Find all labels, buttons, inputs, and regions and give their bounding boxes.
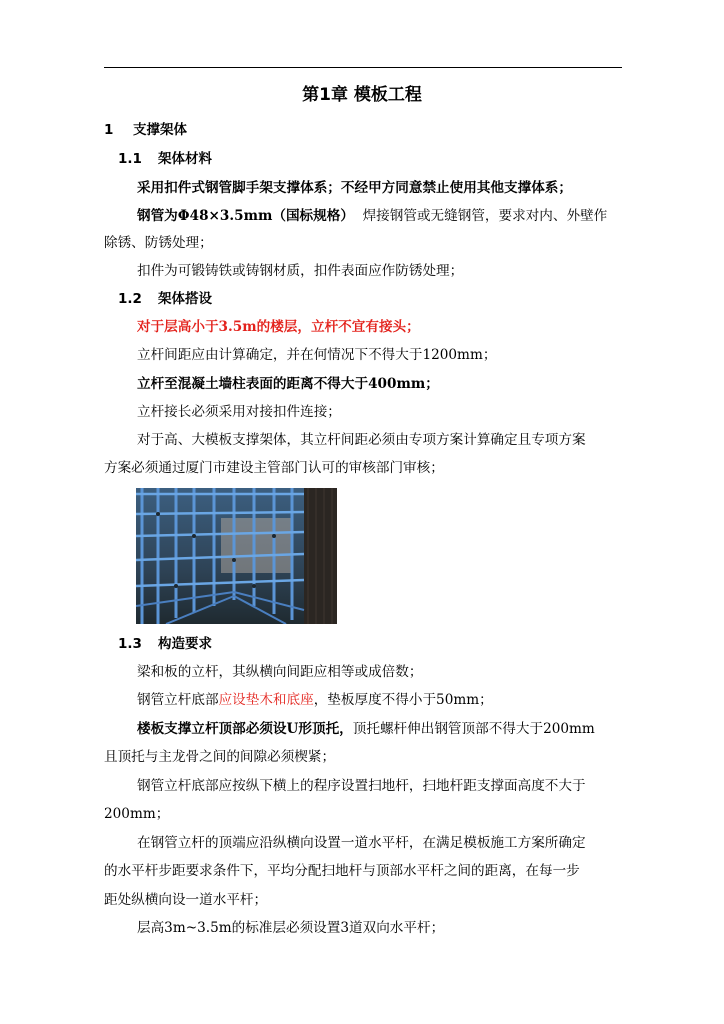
red-text: 应设垫木和底座 (218, 692, 314, 708)
subsection-1-1-heading (118, 149, 636, 169)
paragraph: 层高3m~3.5m的标准层必须设置3道双向水平杆； (137, 920, 445, 936)
subsection-title: 架体搭设 (158, 291, 212, 307)
paragraph: 对于高、大模板支撑架体，其立杆间距必须由专项方案计算确定且专项方案 (137, 432, 586, 448)
subsection-number: 1.3 (118, 636, 142, 652)
bold-text: 楼板支撑立杆顶部必须设U形顶托， (137, 721, 353, 737)
header-rule (104, 67, 622, 68)
text: ，垫板厚度不得小于50mm； (313, 692, 493, 708)
paragraph-continuation: 200mm； (104, 806, 170, 822)
paragraph-continuation: 的水平杆步距要求条件下，平均分配扫地杆与顶部水平杆之间的距离，在每一步 (104, 863, 580, 879)
paragraph: 立杆接长必须采用对接扣件连接； (137, 404, 341, 420)
paragraph: 扣件为可锻铸铁或铸钢材质，扣件表面应作防锈处理； (137, 263, 464, 279)
chapter-title: 第1章 模板工程 (302, 85, 422, 105)
subsection-number: 1.2 (118, 291, 142, 307)
text: 焊接钢管或无缝钢管，要求对内、外壁作 (362, 208, 608, 224)
paragraph (137, 206, 622, 226)
paragraph (137, 690, 622, 710)
paragraph: 钢管立杆底部应按纵下横上的程序设置扫地杆，扫地杆距支撑面高度不大于 (137, 778, 586, 794)
subsection-title: 架体材料 (158, 151, 212, 167)
text: 顶托螺杆伸出钢管顶部不得大于200mm (352, 721, 595, 737)
scaffold-illustration (136, 488, 337, 624)
paragraph (137, 719, 622, 739)
paragraph: 采用扣件式钢管脚手架支撑体系；不经甲方同意禁止使用其他支撑体系； (137, 180, 572, 196)
subsection-number: 1.1 (118, 151, 142, 167)
scaffold-photo (136, 488, 337, 624)
section-number: 1 (104, 122, 114, 138)
section-1-heading (104, 120, 622, 140)
paragraph: 在钢管立杆的顶端应沿纵横向设置一道水平杆，在满足模板施工方案所确定 (137, 835, 586, 851)
subsection-title: 构造要求 (158, 636, 212, 652)
text: 钢管立杆底部 (137, 692, 219, 708)
bold-text: 钢管为Φ48×3.5mm（国标规格） (137, 208, 354, 224)
paragraph: 立杆间距应由计算确定，并在何情况下不得大于1200mm； (137, 347, 497, 363)
subsection-1-2-heading (118, 289, 636, 309)
subsection-1-3-heading (118, 634, 636, 654)
paragraph-continuation: 且顶托与主龙骨之间的间隙必须楔紧； (104, 749, 336, 765)
paragraph-continuation: 除锈、防锈处理； (104, 235, 213, 251)
paragraph: 立杆至混凝土墙柱表面的距离不得大于400mm； (137, 376, 439, 392)
section-title: 支撑架体 (133, 122, 187, 138)
paragraph: 梁和板的立杆，其纵横向间距应相等或成倍数； (137, 664, 423, 680)
paragraph-continuation: 距处纵横向设一道水平杆； (104, 892, 268, 908)
paragraph-highlight: 对于层高小于3.5m的楼层，立杆不宜有接头； (137, 319, 420, 335)
paragraph-continuation: 方案必须通过厦门市建设主管部门认可的审核部门审核； (104, 460, 444, 476)
